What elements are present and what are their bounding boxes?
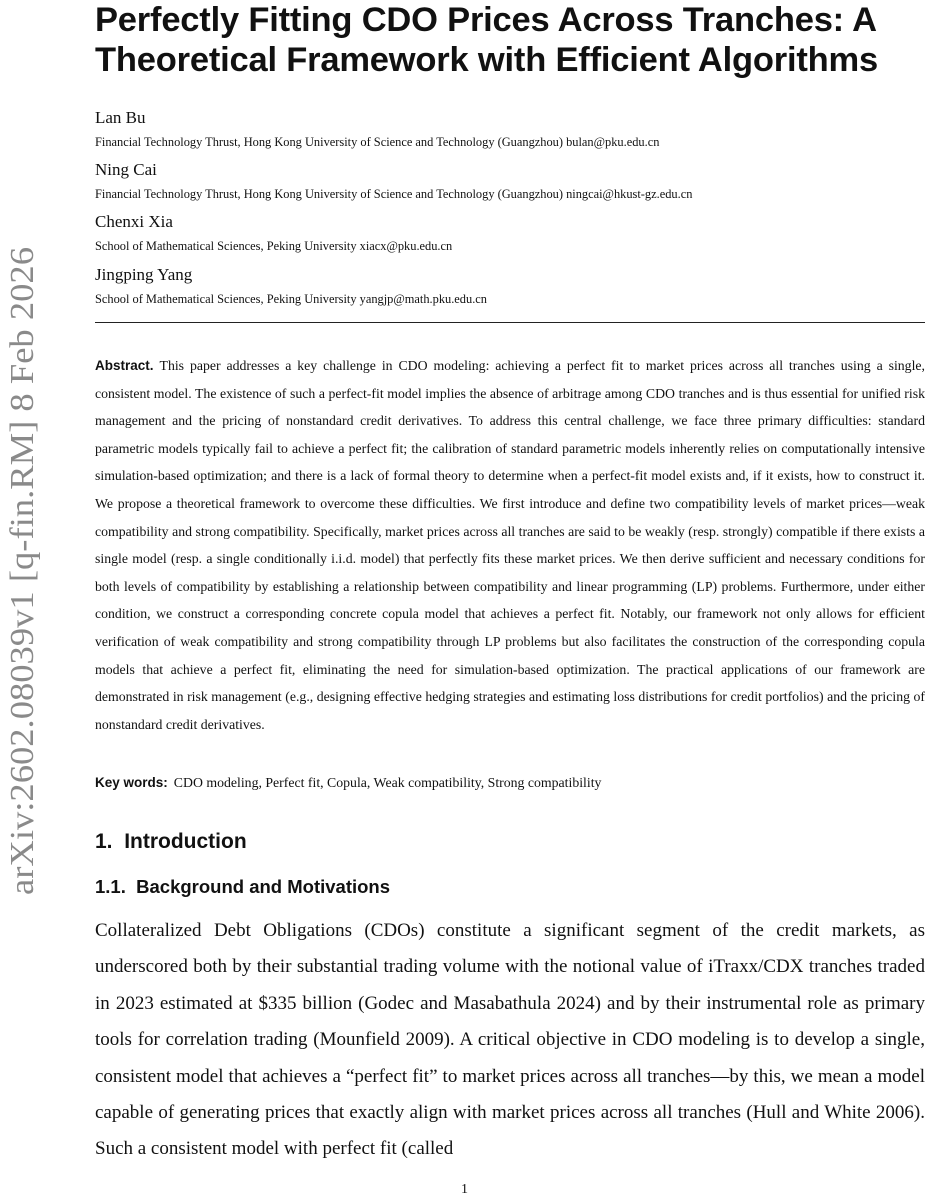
section-heading: [95, 828, 247, 856]
author-name: Lan Bu: [95, 108, 146, 127]
body-paragraph: Collateralized Debt Obligations (CDOs) constitute a significant segment of the credit markets, as underscored both by their substantial trading volume with the notional value of iTraxx/CDX tranches traded in 2023 estimated at $335 billion (Godec and Masabathula 2024) and by their instrumental role as primary tools for correlation trading (Mounfield 2009). A critical objective in CDO modeling is to develop a single, consistent model that achieves a “perfect fit” to market prices across all tranches—by this, we mean a model capable of generating prices that exactly align with market prices across all tranches (Hull and White 2006). Such a consistent model with perfect fit (called: [95, 920, 925, 1160]
page-number: 1: [461, 1182, 468, 1197]
keywords: [95, 772, 925, 794]
subsection-title: Background and Motivations: [136, 876, 391, 897]
keywords-label: Key words:: [95, 775, 168, 790]
abstract-text: This paper addresses a key challenge in CDO modeling: achieving a perfect fit to market prices across all tranches using a single, consistent model. The existence of such a perfect-fit model implies the absence of arbitrage among CDO tranches and is thus essential for unified risk management and the pricing of nonstandard credit derivatives. To address this central challenge, we face three primary difficulties: standard parametric models typically fail to achieve a perfect fit; the calibration of standard parametric models inherently relies on computationally intensive simulation-based optimization; and there is a lack of formal theory to determine when a perfect-fit model exists and, if it exists, how to construct it. We propose a theoretical framework to overcome these difficulties. We first introduce and define two compatibility levels of market prices—weak compatibility and strong compatibility. Specifically, market prices across all tranches are said to be weakly (resp. strongly) compatible if there exists a single model (resp. a single conditionally i.i.d. model) that perfectly fits these market prices. We then derive sufficient and necessary conditions for both levels of compatibility by establishing a relationship between compatibility and linear programming (LP) problems. Furthermore, under either condition, we construct a corresponding concrete copula model that achieves a perfect fit. Notably, our framework not only allows for efficient verification of weak compatibility and strong compatibility through LP problems but also facilitates the construction of the corresponding copula models that achieve a perfect fit, eliminating the need for simulation-based optimization. The practical applications of our framework are demonstrated in risk management (e.g., designing effective hedging strategies and estimating loss distributions for credit portfolios) and the pricing of nonstandard credit derivatives.: [95, 358, 925, 732]
keywords-text: CDO modeling, Perfect fit, Copula, Weak compatibility, Strong compatibility: [173, 775, 602, 790]
author-block: [95, 108, 915, 150]
arxiv-id-text: arXiv:2602.08039v1 [q-fin.RM] 8 Feb 2026: [4, 292, 41, 895]
author-block: [95, 160, 915, 202]
abstract: [95, 352, 925, 738]
horizontal-rule: [95, 322, 925, 323]
author-name: Jingping Yang: [95, 265, 193, 284]
author-affiliation: Financial Technology Thrust, Hong Kong University of Science and Technology (Guangzhou) ningcai@hkust-gz.edu.cn: [95, 187, 693, 201]
abstract-label: Abstract.: [95, 358, 154, 373]
paper-title: Perfectly Fitting CDO Prices Across Tranches: A Theoretical Framework with Efficient Algorithms: [95, 1, 878, 79]
author-name: Ning Cai: [95, 160, 157, 179]
author-block: [95, 265, 915, 307]
author-affiliation: Financial Technology Thrust, Hong Kong University of Science and Technology (Guangzhou) bulan@pku.edu.cn: [95, 135, 660, 149]
arxiv-identifier-stamp: [0, 245, 44, 905]
author-block: [95, 212, 915, 254]
author-affiliation: School of Mathematical Sciences, Peking University xiacx@pku.edu.cn: [95, 239, 453, 253]
subsection-number: 1.1.: [95, 876, 126, 897]
section-title: Introduction: [124, 830, 247, 853]
section-number: 1.: [95, 830, 113, 853]
author-name: Chenxi Xia: [95, 212, 173, 231]
subsection-heading: [95, 874, 390, 900]
author-affiliation: School of Mathematical Sciences, Peking University yangjp@math.pku.edu.cn: [95, 292, 487, 306]
